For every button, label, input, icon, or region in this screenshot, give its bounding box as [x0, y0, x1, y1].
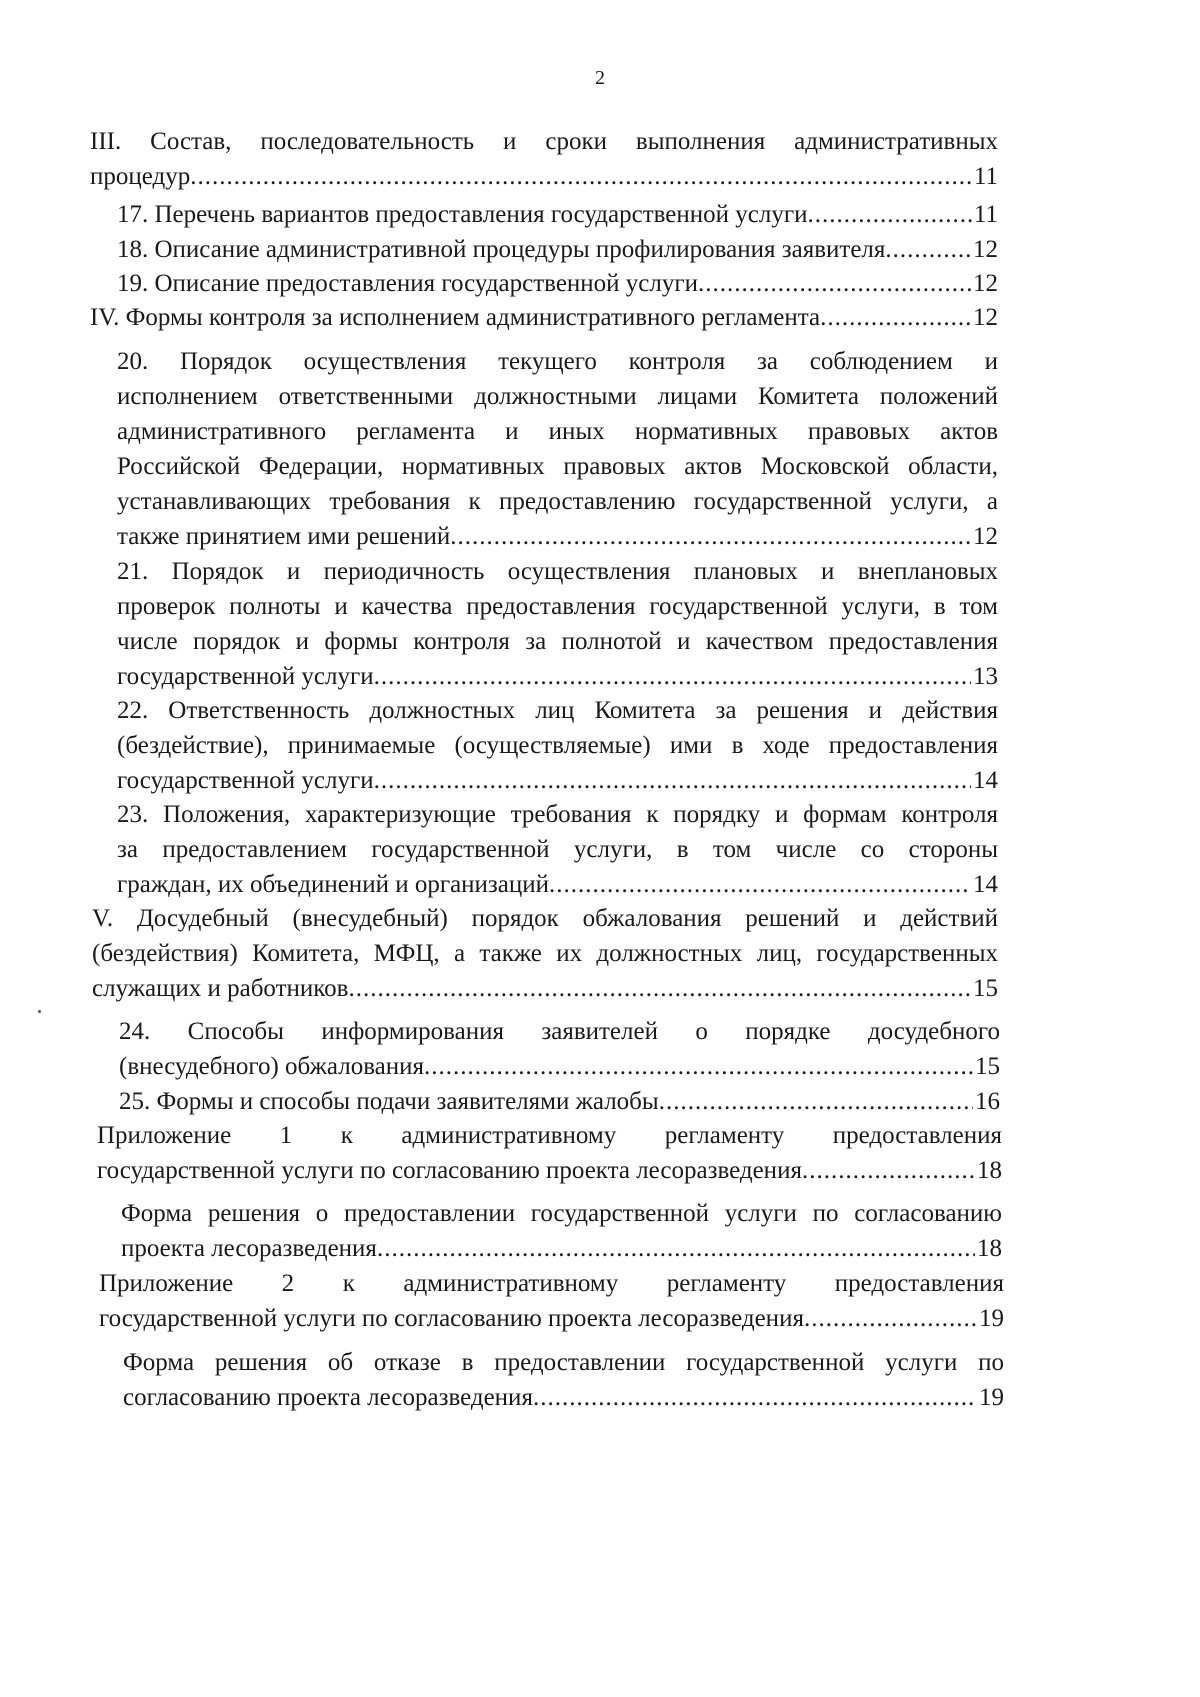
- toc-text: 25. Формы и способы подачи заявителями жалобы: [119, 1088, 659, 1115]
- toc-leader-dots: [533, 1380, 977, 1415]
- toc-line-last: [123, 1380, 1004, 1415]
- toc-page-number: 14: [973, 767, 998, 794]
- toc-text: процедур: [90, 163, 191, 190]
- toc-leader-dots: [424, 1049, 973, 1084]
- toc-leader-dots: [808, 197, 972, 232]
- toc-entry-24[interactable]: [119, 1014, 1000, 1084]
- toc-page-number: 11: [973, 201, 998, 228]
- toc-entry-section-3[interactable]: [90, 124, 998, 194]
- toc-page-number: 14: [973, 871, 998, 898]
- toc-entry-20[interactable]: [117, 344, 998, 554]
- toc-leader-dots: [804, 1301, 977, 1336]
- toc-entry-section-5[interactable]: [92, 901, 998, 1006]
- toc-page-number: 15: [975, 1053, 1000, 1080]
- toc-leader-dots: [659, 1084, 973, 1119]
- toc-line: Приложение 1 к административному регламенту предоставления: [97, 1122, 1002, 1149]
- toc-line: Российской Федерации, нормативных правовых актов Московской области,: [117, 453, 998, 480]
- toc-leader-dots: [190, 159, 972, 194]
- toc-leader-dots: [374, 763, 971, 798]
- toc-page-number: 18: [977, 1157, 1002, 1184]
- toc-page-number: 18: [977, 1235, 1002, 1262]
- toc-leader-dots: [802, 1153, 975, 1188]
- toc-text: государственной услуги по согласованию проекта лесоразведения: [97, 1157, 802, 1184]
- toc-page-number: 12: [973, 523, 998, 550]
- toc-text: 17. Перечень вариантов предоставления государственной услуги: [117, 201, 808, 228]
- page-number: 2: [595, 67, 605, 89]
- toc-line-last: [117, 867, 998, 902]
- toc-page-number: 19: [979, 1305, 1004, 1332]
- toc-entry-22[interactable]: [117, 693, 998, 798]
- toc-line-last: [121, 1231, 1002, 1266]
- toc-entry-25[interactable]: [119, 1084, 1000, 1119]
- toc-line: 21. Порядок и периодичность осуществления плановых и внеплановых: [117, 558, 998, 585]
- toc-text: граждан, их объединений и организаций: [117, 871, 550, 898]
- toc-text: IV. Формы контроля за исполнением административного регламента: [90, 304, 821, 331]
- toc-page-number: 12: [973, 236, 998, 263]
- toc-line-last: [99, 1301, 1004, 1336]
- toc-text: 18. Описание административной процедуры профилирования заявителя: [117, 236, 886, 263]
- toc-line: Форма решения о предоставлении государственной услуги по согласованию: [121, 1200, 1002, 1227]
- toc-text: государственной услуги: [117, 767, 374, 794]
- toc-entry-appendix-1[interactable]: [97, 1118, 1002, 1188]
- toc-page-number: 12: [973, 270, 998, 297]
- toc-line-last: [117, 197, 998, 232]
- toc-page-number: 13: [973, 663, 998, 690]
- toc-text: 19. Описание предоставления государственной услуги: [117, 270, 699, 297]
- toc-entry-23[interactable]: [117, 797, 998, 902]
- toc-text: также принятием ими решений: [117, 523, 451, 550]
- toc-page-number: 11: [973, 163, 998, 190]
- toc-line: (бездействие), принимаемые (осуществляемые) ими в ходе предоставления: [117, 732, 998, 759]
- toc-text: согласованию проекта лесоразведения: [123, 1384, 533, 1411]
- toc-page-number: 12: [973, 304, 998, 331]
- toc-text: служащих и работников: [92, 975, 349, 1002]
- toc-line-last: [90, 159, 998, 194]
- toc-line: административного регламента и иных нормативных правовых актов: [117, 418, 998, 445]
- toc-line-last: [117, 659, 998, 694]
- toc-line: (бездействия) Комитета, МФЦ, а также их должностных лиц, государственных: [92, 940, 998, 967]
- toc-line-last: [117, 519, 998, 554]
- toc-entry-section-4[interactable]: [90, 300, 998, 335]
- toc-page-number: 16: [975, 1088, 1000, 1115]
- toc-line: устанавливающих требования к предоставлению государственной услуги, а: [117, 488, 998, 515]
- toc-leader-dots: [374, 659, 971, 694]
- toc-line: III. Состав, последовательность и сроки выполнения административных: [90, 128, 998, 155]
- toc-line-last: [119, 1084, 1000, 1119]
- toc-entry-19[interactable]: [117, 266, 998, 301]
- toc-entry-21[interactable]: [117, 554, 998, 694]
- toc-line: проверок полноты и качества предоставления государственной услуги, в том: [117, 593, 998, 620]
- toc-line: за предоставлением государственной услуги, в том числе со стороны: [117, 836, 998, 863]
- toc-line: Форма решения об отказе в предоставлении государственной услуги по: [123, 1349, 1004, 1376]
- toc-line-last: [92, 971, 998, 1006]
- toc-line: Приложение 2 к административному регламенту предоставления: [99, 1270, 1004, 1297]
- toc-entry-18[interactable]: [117, 232, 998, 267]
- toc-line-last: [119, 1049, 1000, 1084]
- toc-text: государственной услуги по согласованию проекта лесоразведения: [99, 1305, 804, 1332]
- toc-leader-dots: [377, 1231, 975, 1266]
- toc-text: (внесудебного) обжалования: [119, 1053, 425, 1080]
- toc-line: 20. Порядок осуществления текущего контроля за соблюдением и: [117, 348, 998, 375]
- toc-text: проекта лесоразведения: [121, 1235, 377, 1262]
- toc-line-last: [117, 763, 998, 798]
- toc-leader-dots: [698, 266, 971, 301]
- toc-entry-appendix-2[interactable]: [99, 1266, 1004, 1336]
- toc-leader-dots: [885, 232, 971, 267]
- toc-line: 23. Положения, характеризующие требования к порядку и формам контроля: [117, 801, 998, 828]
- scan-speck: [38, 1010, 41, 1013]
- toc-line: 22. Ответственность должностных лиц Комитета за решения и действия: [117, 697, 998, 724]
- toc-line-last: [117, 232, 998, 267]
- toc-page-number: 19: [979, 1384, 1004, 1411]
- toc-page-number: 15: [973, 975, 998, 1002]
- toc-entry-form-refusal[interactable]: [123, 1345, 1004, 1415]
- toc-line: исполнением ответственными должностными лицами Комитета положений: [117, 383, 998, 410]
- toc-leader-dots: [549, 867, 971, 902]
- toc-leader-dots: [820, 300, 971, 335]
- toc-line: V. Досудебный (внесудебный) порядок обжалования решений и действий: [92, 905, 998, 932]
- toc-leader-dots: [348, 971, 971, 1006]
- toc-line-last: [117, 266, 998, 301]
- toc-entry-form-approval[interactable]: [121, 1196, 1002, 1266]
- toc-line: числе порядок и формы контроля за полнотой и качеством предоставления: [117, 628, 998, 655]
- toc-entry-17[interactable]: [117, 197, 998, 232]
- toc-leader-dots: [450, 519, 971, 554]
- toc-line-last: [97, 1153, 1002, 1188]
- toc-line: 24. Способы информирования заявителей о порядке досудебного: [119, 1018, 1000, 1045]
- toc-text: государственной услуги: [117, 663, 374, 690]
- toc-line-last: [90, 300, 998, 335]
